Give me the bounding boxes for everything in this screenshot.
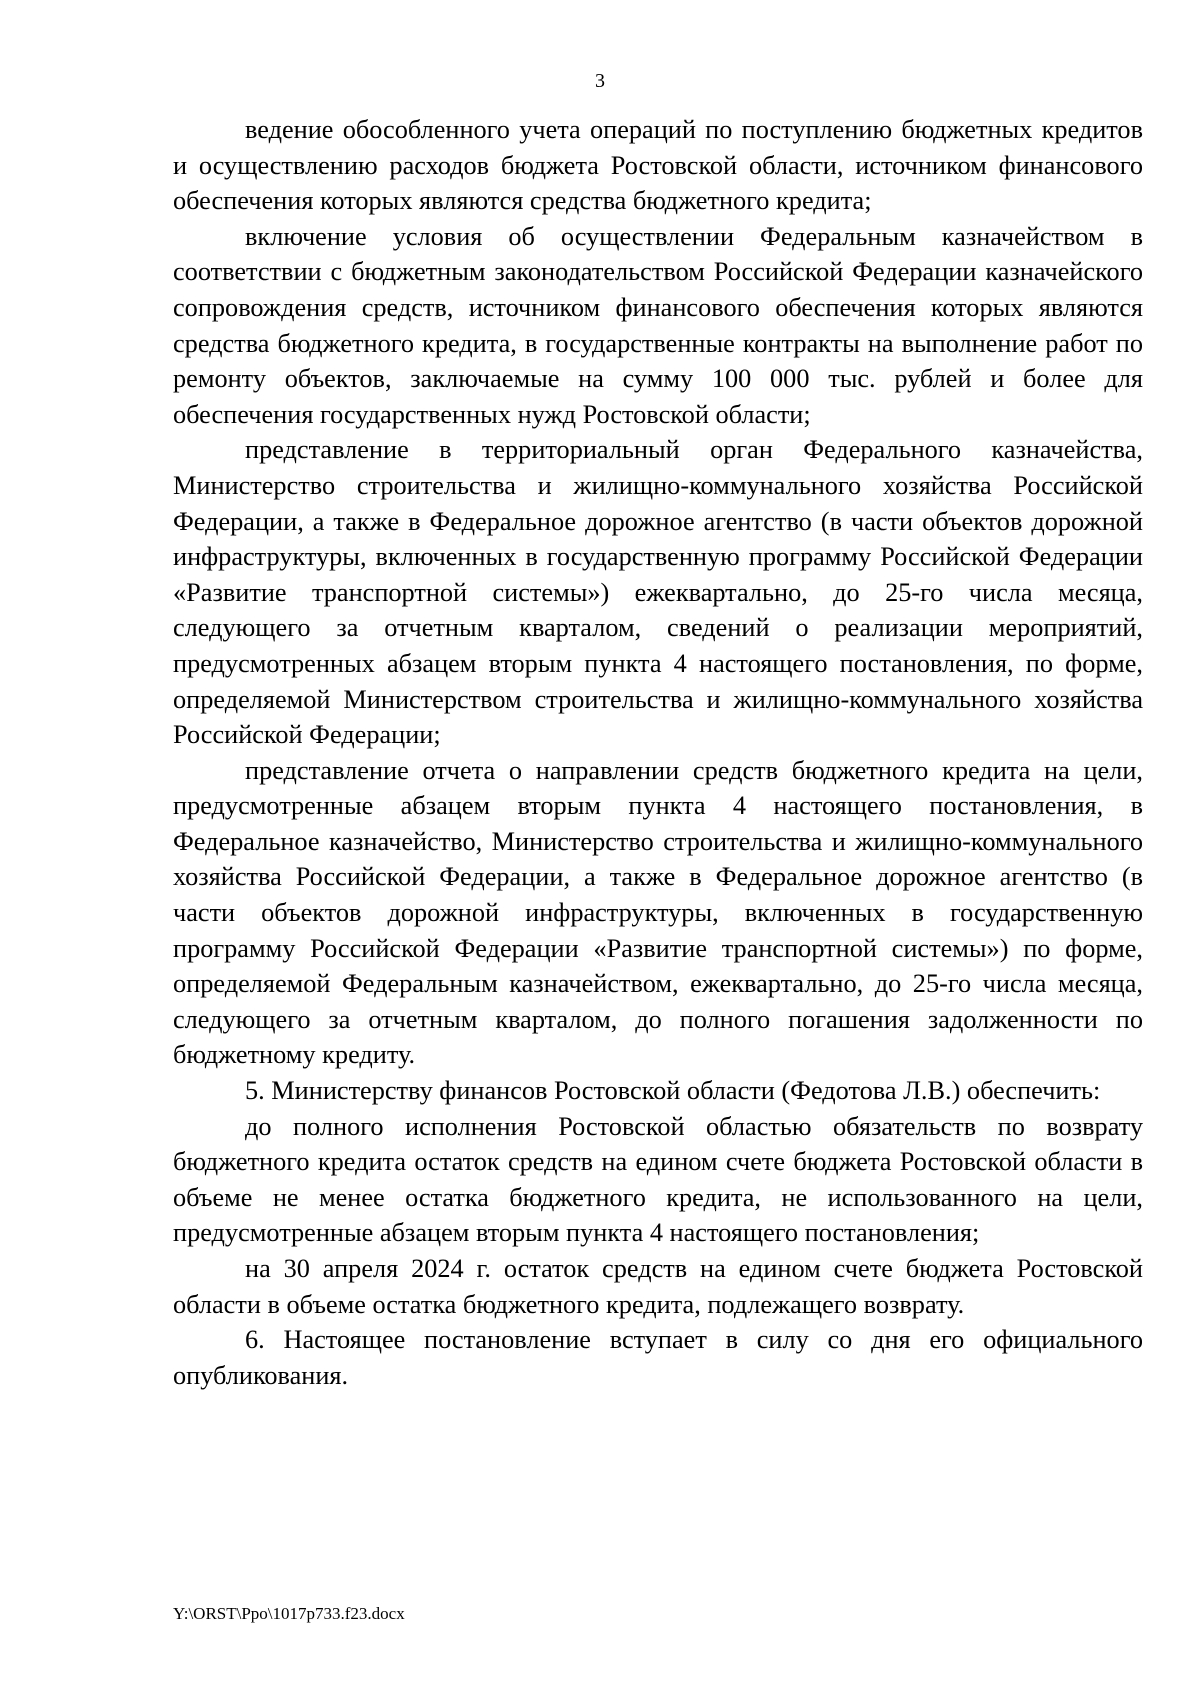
paragraph-separate-accounting: ведение обособленного учета операций по поступлению бюджетных кредитов и осуществлению расходов бюджета Ростовской области, источником финансового обеспечения которых являются средства бюджетного кредита; (173, 115, 1143, 216)
paragraph-item-5-finance-ministry: 5. Министерству финансов Ростовской области (Федотова Л.В.) обеспечить: (245, 1076, 1101, 1106)
paragraph-report-submission: представление отчета о направлении средств бюджетного кредита на цели, предусмотренные абзацем вторым пункта 4 настоящего постановления, в Федеральное казначейство, Министерство строительства и жилищно-коммунального хозяйства Российской Федерации, а также в Федеральное дорожное агентство (в части объектов дорожной инфраструктуры, включенных в государственную программу Российской Федерации «Развитие транспортной системы») по форме, определяемой Федеральным казначейством, ежеквартально, до 25-го числа месяца, следующего за отчетным кварталом, до полного погашения задолженности по бюджетному кредиту. (173, 755, 1143, 1070)
page-number: 3 (595, 70, 605, 92)
paragraph-account-balance-until-repayment: до полного исполнения Ростовской областью обязательств по возврату бюджетного кредита остаток средств на едином счете бюджета Ростовской области в объеме не менее остатка бюджетного кредита, не использованного на цели, предусмотренные абзацем вторым пункта 4 настоящего постановления; (173, 1111, 1143, 1248)
footer-file-path: Y:\ORST\Ppo\1017p733.f23.docx (173, 1604, 405, 1623)
paragraph-quarterly-information: представление в территориальный орган Федерального казначейства, Министерство строительства и жилищно-коммунального хозяйства Российской Федерации, а также в Федеральное дорожное агентство (в части объектов дорожной инфраструктуры, включенных в государственную программу Российской Федерации «Развитие транспортной системы») ежеквартально, до 25-го числа месяца, следующего за отчетным кварталом, сведений о реализации мероприятий, предусмотренных абзацем вторым пункта 4 настоящего постановления, по форме, определяемой Министерством строительства и жилищно-коммунального хозяйства Российской Федерации; (173, 435, 1143, 750)
paragraph-balance-april-30: на 30 апреля 2024 г. остаток средств на едином счете бюджета Ростовской области в объеме остатка бюджетного кредита, подлежащего возврату. (173, 1254, 1143, 1319)
document-body (173, 112, 1143, 1393)
paragraph-treasury-support-condition: включение условия об осуществлении Федеральным казначейством в соответствии с бюджетным законодательством Российской Федерации казначейского сопровождения средств, источником финансового обеспечения которых являются средства бюджетного кредита, в государственные контракты на выполнение работ по ремонту объектов, заключаемые на сумму 100 000 тыс. рублей и более для обеспечения государственных нужд Ростовской области; (173, 221, 1143, 429)
paragraph-item-6-effective-date: 6. Настоящее постановление вступает в силу со дня его официального опубликования. (173, 1325, 1143, 1390)
